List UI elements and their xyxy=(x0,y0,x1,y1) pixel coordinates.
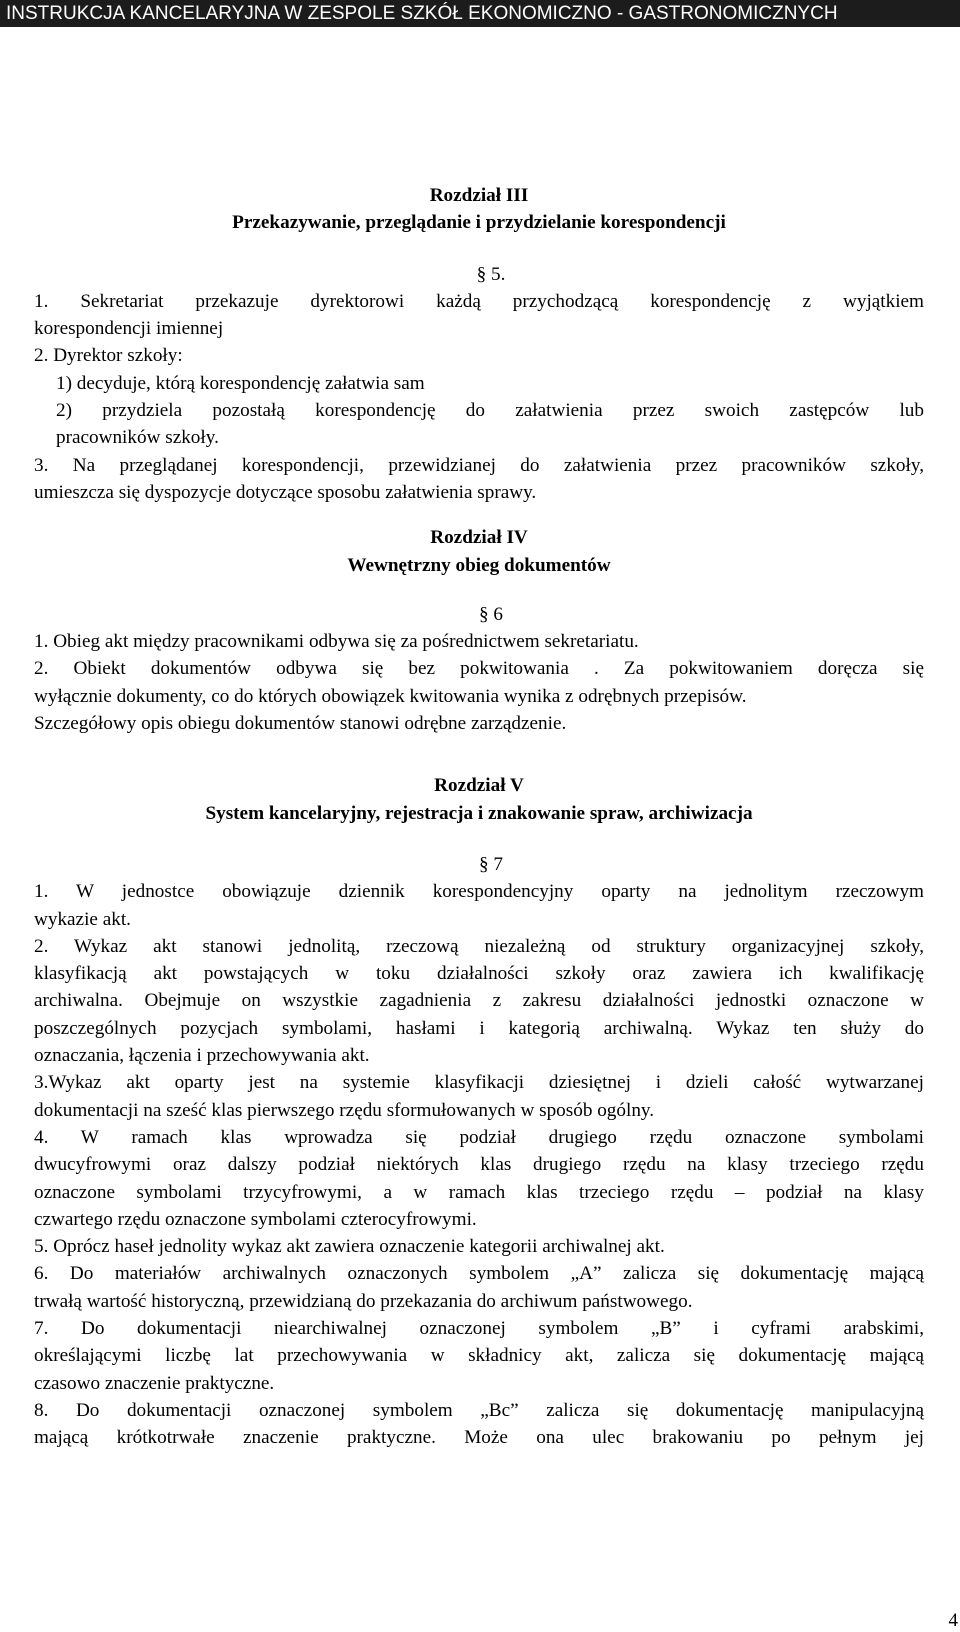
ch5-text-line: oznaczone symbolami trzycyfrowymi, a w ramach klas trzeciego rzędu – podział na klasy xyxy=(34,1181,924,1203)
ch5-text-line: trwałą wartość historyczną, przewidzianą do przekazania do archiwum państwowego. xyxy=(34,1290,693,1312)
document-header xyxy=(0,0,960,27)
chapter-3-label: Rozdział III xyxy=(429,185,529,206)
ch5-text-line: 2. Wykaz akt stanowi jednolitą, rzeczową niezależną od struktury organizacyjnej szkoły, xyxy=(34,935,924,957)
section-5-heading xyxy=(34,261,924,288)
ch4-paragraph-2-cont: wyłącznie dokumenty, co do których obowiązek kwitowania wynika z odrębnych przepisów. xyxy=(34,685,747,707)
section-6-number: 6 xyxy=(493,603,503,625)
page-number: 4 xyxy=(948,1610,958,1631)
ch5-text-line: czasowo znaczenie praktyczne. xyxy=(34,1372,275,1394)
ch5-text-line: 3.Wykaz akt oparty jest na systemie klasyfikacji dziesiętnej i dzieli całość wytwarzanej xyxy=(34,1072,924,1094)
ch5-text-line: 6. Do materiałów archiwalnych oznaczonych symbolem „A” zalicza się dokumentację mającą xyxy=(34,1263,924,1285)
ch4-paragraph-2-cont2: Szczegółowy opis obiegu dokumentów stanowi odrębne zarządzenie. xyxy=(34,713,567,735)
ch5-text-line: określającymi liczbę lat przechowywania w składnicy akt, zalicza się dokumentację mającą xyxy=(34,1345,924,1367)
section-6-heading xyxy=(34,601,924,628)
chapter-5-title: System kancelaryjny, rejestracja i znakowanie spraw, archiwizacja xyxy=(205,802,753,824)
ch4-paragraph-1: 1. Obieg akt między pracownikami odbywa się za pośrednictwem sekretariatu. xyxy=(34,631,639,653)
ch3-paragraph-3-cont: umieszcza się dyspozycje dotyczące sposobu załatwienia sprawy. xyxy=(34,481,537,503)
ch5-text-line: mającą krótkotrwałe znaczenie praktyczne. Może ona ulec brakowaniu po pełnym jej xyxy=(34,1427,924,1449)
ch5-text-line: poszczególnych pozycjach symbolami, hasłami i kategorią archiwalną. Wykaz ten służy do xyxy=(34,1017,924,1039)
ch4-paragraph-2: 2. Obiekt dokumentów odbywa się bez pokwitowania . Za pokwitowaniem doręcza się xyxy=(34,658,924,680)
ch3-paragraph-2: 2. Dyrektor szkoły: xyxy=(34,345,183,367)
ch5-text-line: 7. Do dokumentacji niearchiwalnej oznaczonej symbolem „B” i cyframi arabskimi, xyxy=(34,1317,924,1339)
document-body xyxy=(34,182,924,1451)
ch3-paragraph-1: 1. Sekretariat przekazuje dyrektorowi każdą przychodzącą korespondencję z wyjątkiem xyxy=(34,290,924,312)
chapter-4-label: Rozdział IV xyxy=(430,527,528,549)
ch3-item-2-cont: pracowników szkoły. xyxy=(56,427,219,449)
chapter-4-title: Wewnętrzny obieg dokumentów xyxy=(347,554,611,576)
section-symbol: § xyxy=(476,263,491,285)
ch5-text-line: 1. W jednostce obowiązuje dziennik korespondencyjny oparty na jednolitym rzeczowym xyxy=(34,881,924,903)
section-7-number: 7 xyxy=(493,853,503,875)
ch5-text-line: dwucyfrowymi oraz dalszy podział niektórych klas drugiego rzędu na klasy trzeciego rzędu xyxy=(34,1154,924,1176)
section-symbol: § xyxy=(479,853,494,875)
section-5-number: 5. xyxy=(491,263,506,285)
ch3-paragraph-3: 3. Na przeglądanej korespondencji, przewidzianej do załatwienia przez pracowników szkoły, xyxy=(34,454,924,476)
section-7-heading xyxy=(34,851,924,878)
ch5-text-line: 4. W ramach klas wprowadza się podział drugiego rzędu oznaczone symbolami xyxy=(34,1126,924,1148)
ch5-text-line: oznaczania, łączenia i przechowywania akt. xyxy=(34,1045,370,1067)
ch5-text-line: klasyfikacją akt powstających w toku działalności szkoły oraz zawiera ich kwalifikację xyxy=(34,963,924,985)
ch5-text-line: dokumentacji na sześć klas pierwszego rzędu sformułowanych w sposób ogólny. xyxy=(34,1099,655,1121)
ch5-text-line: wykazie akt. xyxy=(34,908,131,930)
chapter-3-title: Przekazywanie, przeglądanie i przydzielanie korespondencji xyxy=(232,212,726,234)
section-symbol: § xyxy=(479,603,494,625)
ch5-text-line: czwartego rzędu oznaczone symbolami czterocyfrowymi. xyxy=(34,1208,477,1230)
ch5-text-line: 8. Do dokumentacji oznaczonej symbolem „Bc” zalicza się dokumentację manipulacyjną xyxy=(34,1399,924,1421)
ch5-text-line: archiwalna. Obejmuje on wszystkie zagadnienia z zakresu działalności jednostki oznaczone w xyxy=(34,990,924,1012)
document-header-title: INSTRUKCJA KANCELARYJNA W ZESPOLE SZKÓŁ EKONOMICZNO - GASTRONOMICZNYCH xyxy=(6,3,838,24)
ch3-item-1: 1) decyduje, którą korespondencję załatwia sam xyxy=(56,372,425,394)
ch3-paragraph-1-cont: korespondencji imiennej xyxy=(34,318,224,340)
ch3-item-2: 2) przydziela pozostałą korespondencję do załatwienia przez swoich zastępców lub xyxy=(56,400,924,422)
ch5-text-line: 5. Oprócz haseł jednolity wykaz akt zawiera oznaczenie kategorii archiwalnej akt. xyxy=(34,1236,665,1258)
chapter-5-label: Rozdział V xyxy=(434,775,524,797)
ch5-text-block xyxy=(34,878,924,1451)
